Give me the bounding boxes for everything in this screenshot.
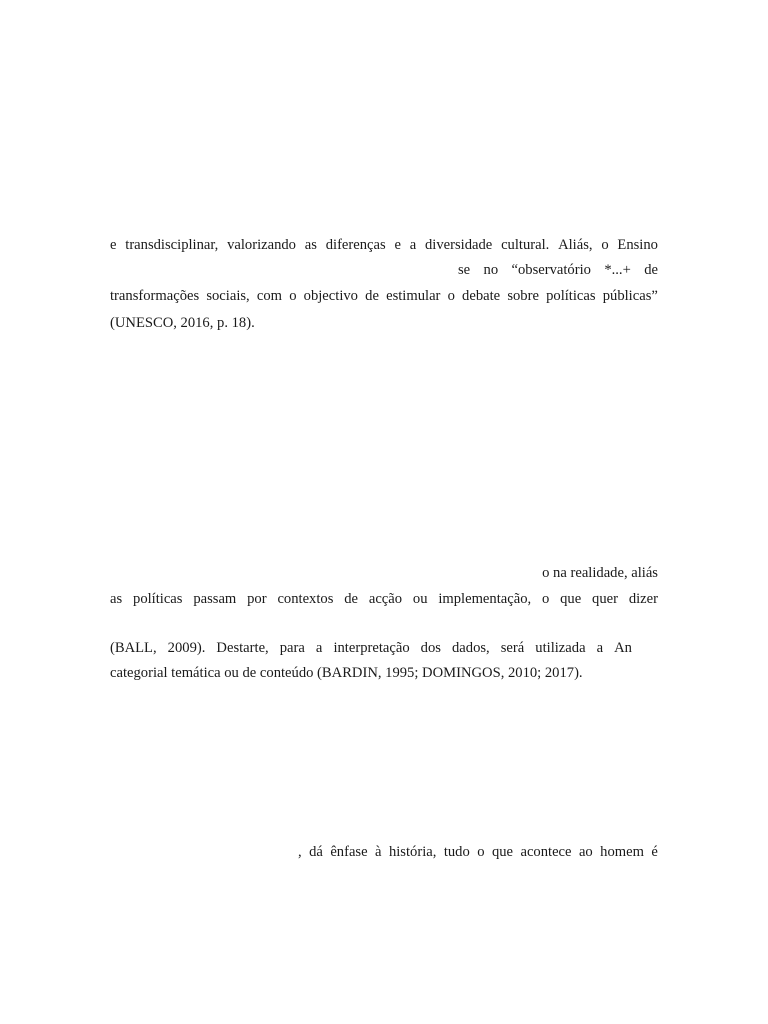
word: Aliás,	[558, 237, 593, 253]
word: “observatório	[511, 262, 591, 278]
word: de	[644, 262, 658, 278]
word: *...+	[604, 262, 631, 278]
word: públicas”	[602, 288, 658, 304]
word: acontece	[520, 844, 572, 860]
word: de	[365, 288, 379, 304]
word: (BALL,	[110, 640, 157, 656]
word: transformações	[110, 288, 200, 304]
word: ao	[578, 844, 593, 860]
word: e	[394, 237, 401, 253]
word: 2009).	[167, 640, 206, 656]
word: diferenças	[325, 237, 386, 253]
text-line: o na realidade, aliás	[542, 565, 658, 581]
word: as	[110, 591, 123, 607]
word: que	[491, 844, 514, 860]
text-line	[110, 590, 658, 608]
word: será	[500, 640, 525, 656]
word: Ensino	[617, 237, 658, 253]
word: sobre	[507, 288, 539, 304]
text-line: categorial temática ou de conteúdo (BARDIN, 1995; DOMINGOS, 2010; 2017).	[110, 665, 583, 681]
word: homem	[600, 844, 644, 860]
word: história,	[388, 844, 437, 860]
word: políticas	[546, 288, 596, 304]
word: o	[447, 288, 455, 304]
word: se	[458, 262, 471, 278]
word: para	[279, 640, 305, 656]
word: implementação,	[438, 591, 532, 607]
text-line	[298, 843, 658, 861]
word: ,	[298, 844, 302, 860]
word: debate	[462, 288, 501, 304]
word: Destarte,	[216, 640, 269, 656]
word: transdisciplinar,	[125, 237, 219, 253]
word: valorizando	[227, 237, 296, 253]
word: a	[596, 640, 604, 656]
word: diversidade	[425, 237, 493, 253]
text-line: (UNESCO, 2016, p. 18).	[110, 315, 255, 331]
word: o	[541, 591, 550, 607]
word: à	[375, 844, 382, 860]
word: utilizada	[535, 640, 586, 656]
word: objectivo	[303, 288, 358, 304]
word: de	[344, 591, 358, 607]
word: o	[289, 288, 297, 304]
text-line	[110, 287, 658, 305]
word: cultural.	[501, 237, 550, 253]
word: ênfase	[330, 844, 368, 860]
word: dados,	[452, 640, 490, 656]
word: que	[560, 591, 582, 607]
word: sociais,	[206, 288, 250, 304]
word: dos	[420, 640, 441, 656]
word: no	[483, 262, 499, 278]
word: acção	[368, 591, 403, 607]
word: a	[409, 237, 417, 253]
word: ou	[412, 591, 428, 607]
word: passam	[193, 591, 237, 607]
word: é	[651, 844, 658, 860]
word: por	[247, 591, 267, 607]
word: com	[256, 288, 283, 304]
word: interpretação	[333, 640, 410, 656]
word: políticas	[133, 591, 183, 607]
word: quer	[592, 591, 618, 607]
text-line	[110, 639, 632, 657]
word: dizer	[628, 591, 658, 607]
word: e	[110, 237, 117, 253]
word: dá	[309, 844, 323, 860]
word: An	[614, 640, 632, 656]
word: o	[477, 844, 485, 860]
word: tudo	[443, 844, 470, 860]
text-line	[110, 236, 658, 254]
word: o	[601, 237, 609, 253]
word: a	[315, 640, 323, 656]
text-line	[458, 261, 658, 279]
word: estimular	[386, 288, 441, 304]
word: as	[304, 237, 317, 253]
word: contextos	[277, 591, 334, 607]
